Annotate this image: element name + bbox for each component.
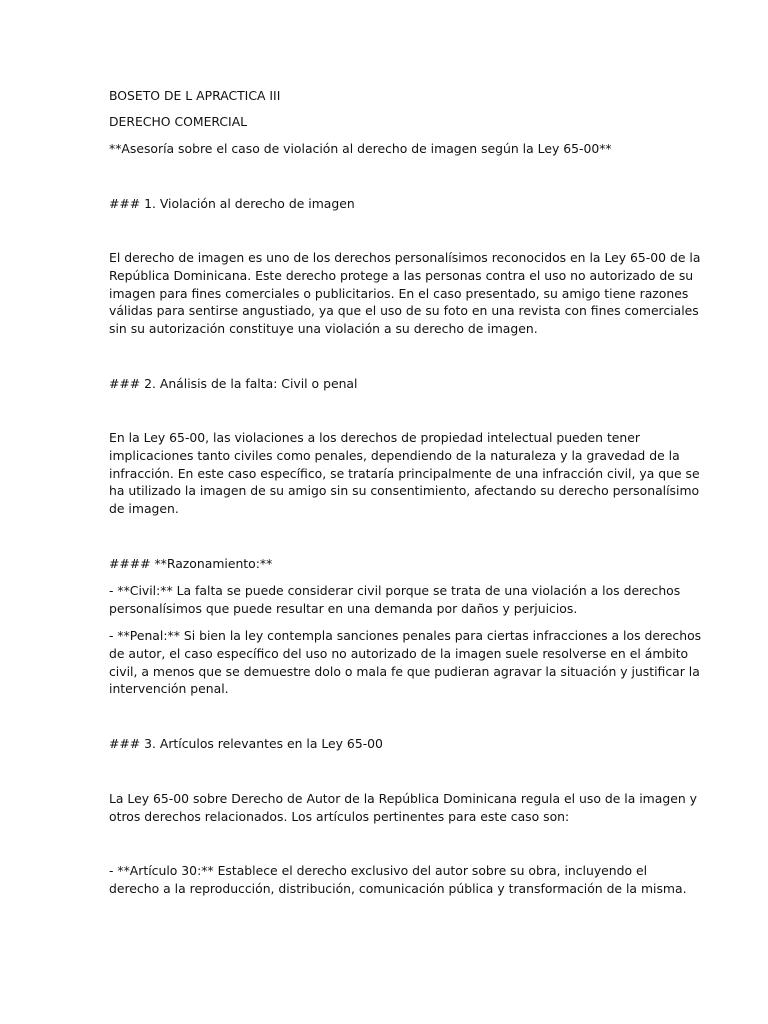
topic-line (109, 140, 669, 158)
paragraph-line: imagen para fines comerciales o publicitarios. En el caso presentado, su amigo tiene razones (109, 285, 689, 301)
penal-bullet (109, 627, 702, 698)
paragraph-line: de imagen. (109, 501, 179, 517)
paragraph-line: La Ley 65-00 sobre Derecho de Autor de la República Dominicana regula el uso de la imagen y (109, 791, 697, 806)
topic-text: **Asesoría sobre el caso de violación al derecho de imagen según la Ley 65-00** (109, 141, 612, 156)
bullet-line: - **Penal:** Si bien la ley contempla sanciones penales para ciertas infracciones a los derechos (109, 628, 702, 643)
section-1-heading (109, 195, 669, 213)
paragraph-line: ha utilizado la imagen de su amigo sin su consentimiento, afectando su derecho personalísimo (109, 483, 700, 499)
bullet-line: de autor, el caso específico del uso no autorizado de la imagen suele resolverse en el ámbito (109, 645, 689, 661)
document-title-text: BOSETO DE L APRACTICA III (109, 88, 281, 103)
paragraph-line: infracción. En este caso específico, se trataría principalmente de una infracción civil, ya que se (109, 465, 700, 481)
bullet-line: - **Artículo 30:** Establece el derecho exclusivo del autor sobre su obra, incluyendo el (109, 863, 648, 878)
section-3-paragraph (109, 790, 697, 826)
paragraph-line: implicaciones tanto civiles como penales, dependiendo de la naturaleza y la gravedad de la (109, 447, 680, 463)
paragraph-line: República Dominicana. Este derecho protege a las personas contra el uso no autorizado de su (109, 267, 694, 283)
paragraph-line: válidas para sentirse angustiado, ya que el uso de su foto en una revista con fines comerciales (109, 303, 699, 319)
paragraph-line: sin su autorización constituye una violación a su derecho de imagen. (109, 321, 538, 337)
subject-text: DERECHO COMERCIAL (109, 114, 248, 129)
section-1-heading-text: ### 1. Violación al derecho de imagen (109, 196, 355, 211)
bullet-line: derecho a la reproducción, distribución, comunicación pública y transformación de la misma. (109, 880, 687, 896)
section-1-paragraph (109, 249, 701, 338)
paragraph-line: otros derechos relacionados. Los artículos pertinentes para este caso son: (109, 808, 570, 824)
reasoning-heading-text: #### **Razonamiento:** (109, 556, 273, 571)
article-30-bullet (109, 862, 687, 898)
section-2-heading-text: ### 2. Análisis de la falta: Civil o penal (109, 376, 358, 391)
section-3-heading-text: ### 3. Artículos relevantes en la Ley 65-00 (109, 736, 383, 751)
bullet-line: personalísimos que puede resultar en una demanda por daños y perjuicios. (109, 600, 578, 616)
section-2-paragraph (109, 429, 700, 518)
civil-bullet (109, 582, 681, 618)
document-title (109, 87, 669, 105)
bullet-line: intervención penal. (109, 681, 229, 697)
bullet-line: civil, a menos que se demuestre dolo o mala fe que pudieran agravar la situación y justificar la (109, 663, 700, 679)
paragraph-line: En la Ley 65-00, las violaciones a los derechos de propiedad intelectual pueden tener (109, 430, 641, 445)
bullet-line: - **Civil:** La falta se puede considerar civil porque se trata de una violación a los derechos (109, 583, 681, 598)
section-3-heading (109, 735, 669, 753)
reasoning-heading (109, 555, 669, 573)
section-2-heading (109, 375, 669, 393)
subject-line (109, 113, 669, 131)
paragraph-line: El derecho de imagen es uno de los derechos personalísimos reconocidos en la Ley 65-00 de la (109, 250, 701, 265)
